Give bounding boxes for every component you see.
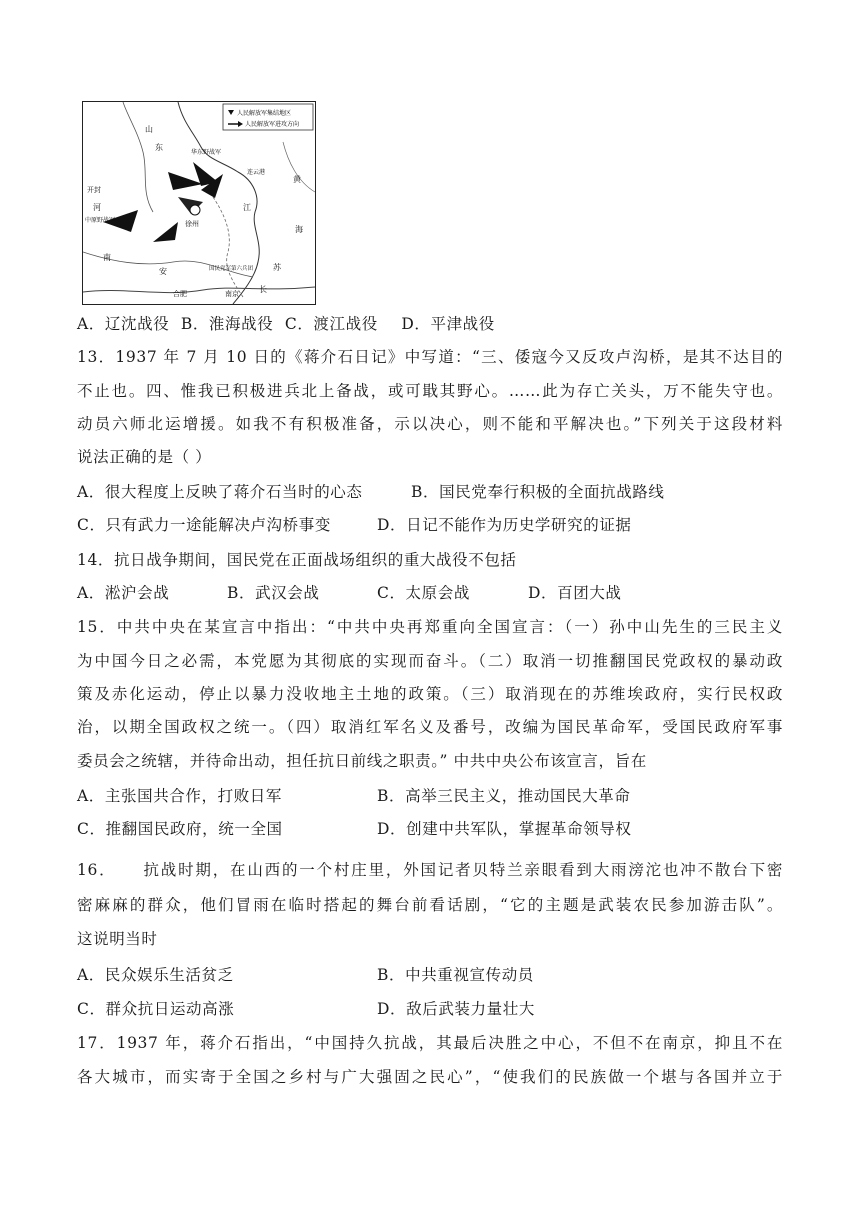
q16-option-c: C．群众抗日运动高涨: [77, 1000, 235, 1018]
q13-option-c: C．只有武力一途能解决卢沟桥事变: [77, 516, 331, 534]
q15-option-a: A．主张国共合作，打败日军: [77, 787, 282, 805]
q14-option-c: C．太原会战: [377, 584, 470, 602]
svg-text:江: 江: [243, 203, 251, 212]
svg-text:中原野战军: 中原野战军: [85, 217, 116, 224]
q16-option-a: A．民众娱乐生活贫乏: [77, 966, 234, 984]
svg-text:安: 安: [159, 267, 167, 276]
svg-text:苏: 苏: [273, 263, 281, 272]
svg-text:人民解放军进攻方向: 人民解放军进攻方向: [245, 121, 300, 128]
svg-text:华东野战军: 华东野战军: [191, 149, 222, 156]
svg-text:合肥: 合肥: [173, 290, 187, 298]
q15-stem-line-1: 15．中共中央在某宣言中指出：“中共中央再郑重向全国宣言：（一）孙中山先生的三民主义: [77, 618, 783, 636]
q16-stem-line-1: 16． 抗战时期，在山西的一个村庄里，外国记者贝特兰亲眼看到大雨滂沱也冲不散台下密: [77, 861, 783, 879]
svg-text:河: 河: [93, 203, 101, 212]
q13-option-a: A．很大程度上反映了蒋介石当时的心态: [77, 483, 363, 501]
q17-stem-line-2: 各大城市，而实寄于全国之乡村与广大强固之民心”，“使我们的民族做一个堪与各国并立于: [77, 1068, 783, 1086]
q16-stem-line-3: 这说明当时: [77, 930, 158, 948]
svg-text:南京: 南京: [225, 290, 239, 298]
svg-text:海: 海: [295, 225, 303, 234]
q15-stem-line-4: 治，以期全国政权之统一。（四）取消红军名义及番号，改编为国民革命军，受国民政府军事: [77, 718, 783, 736]
svg-text:人民解放军集结地区: 人民解放军集结地区: [237, 110, 292, 117]
q12-option-b: B．淮海战役: [180, 315, 274, 333]
q12-options: [77, 313, 495, 335]
svg-text:国民党军第六兵团: 国民党军第六兵团: [209, 266, 254, 272]
q14-option-d: D．百团大战: [528, 584, 622, 602]
q16-option-d: D．敌后武装力量壮大: [377, 1000, 535, 1018]
svg-text:山: 山: [145, 125, 153, 134]
q13-option-d: D．日记不能作为历史学研究的证据: [377, 516, 632, 534]
svg-text:黄: 黄: [293, 175, 301, 184]
q13-stem-line-1: 13．1937 年 7 月 10 日的《蒋介石日记》中写道：“三、倭寇今又反攻卢沟桥，是其不达目的: [77, 348, 783, 366]
q12-option-c: C．渡江战役: [284, 315, 378, 333]
q15-option-d: D．创建中共军队，掌握革命领导权: [377, 820, 632, 838]
svg-text:徐州: 徐州: [185, 220, 199, 228]
q14-option-b: B．武汉会战: [227, 584, 320, 602]
q15-option-b: B．高举三民主义，推动国民大革命: [377, 787, 631, 805]
battle-map-drawing: [83, 102, 315, 304]
svg-text:东: 东: [155, 143, 163, 152]
battle-map: [82, 101, 316, 305]
q15-stem-line-5: 委员会之统辖，并待命出动，担任抗日前线之职责。” 中共中央公布该宣言，旨在: [77, 752, 647, 770]
svg-text:长: 长: [259, 285, 267, 294]
svg-text:连云港: 连云港: [247, 169, 266, 176]
q13-stem-line-4: 说法正确的是（ ）: [77, 448, 212, 466]
q16-stem-line-2: 密麻麻的群众，他们冒雨在临时搭起的舞台前看话剧，“它的主题是武装农民参加游击队”。: [77, 896, 783, 914]
q16-option-b: B．中共重视宣传动员: [377, 966, 534, 984]
q15-stem-line-2: 为中国今日之必需，本党愿为其彻底的实现而奋斗。（二）取消一切推翻国民党政权的暴动政: [77, 652, 783, 670]
q13-stem-line-2: 不止也。四、惟我已积极进兵北上备战，或可戢其野心。……此为存亡关头，万不能失守也。: [77, 382, 783, 400]
q13-option-b: B．国民党奉行积极的全面抗战路线: [411, 483, 665, 501]
svg-text:南: 南: [103, 253, 111, 262]
q14-option-a: A．淞沪会战: [77, 584, 170, 602]
q14-stem: 14．抗日战争期间，国民党在正面战场组织的重大战役不包括: [77, 551, 517, 569]
svg-text:开封: 开封: [87, 186, 101, 194]
q13-stem-line-3: 动员六师北运增援。如我不有积极准备，示以决心，则不能和平解决也。”下列关于这段材料: [77, 415, 783, 433]
q17-stem-line-1: 17．1937 年，蒋介石指出，“中国持久抗战，其最后决胜之中心，不但不在南京，抑且不在: [77, 1034, 783, 1052]
q12-option-a: A．辽沈战役: [77, 315, 170, 333]
q15-stem-line-3: 策及赤化运动，停止以暴力没收地主土地的政策。（三）取消现在的苏维埃政府，实行民权政: [77, 685, 783, 703]
q15-option-c: C．推翻国民政府，统一全国: [77, 820, 283, 838]
q12-option-d: D．平津战役: [401, 315, 495, 333]
